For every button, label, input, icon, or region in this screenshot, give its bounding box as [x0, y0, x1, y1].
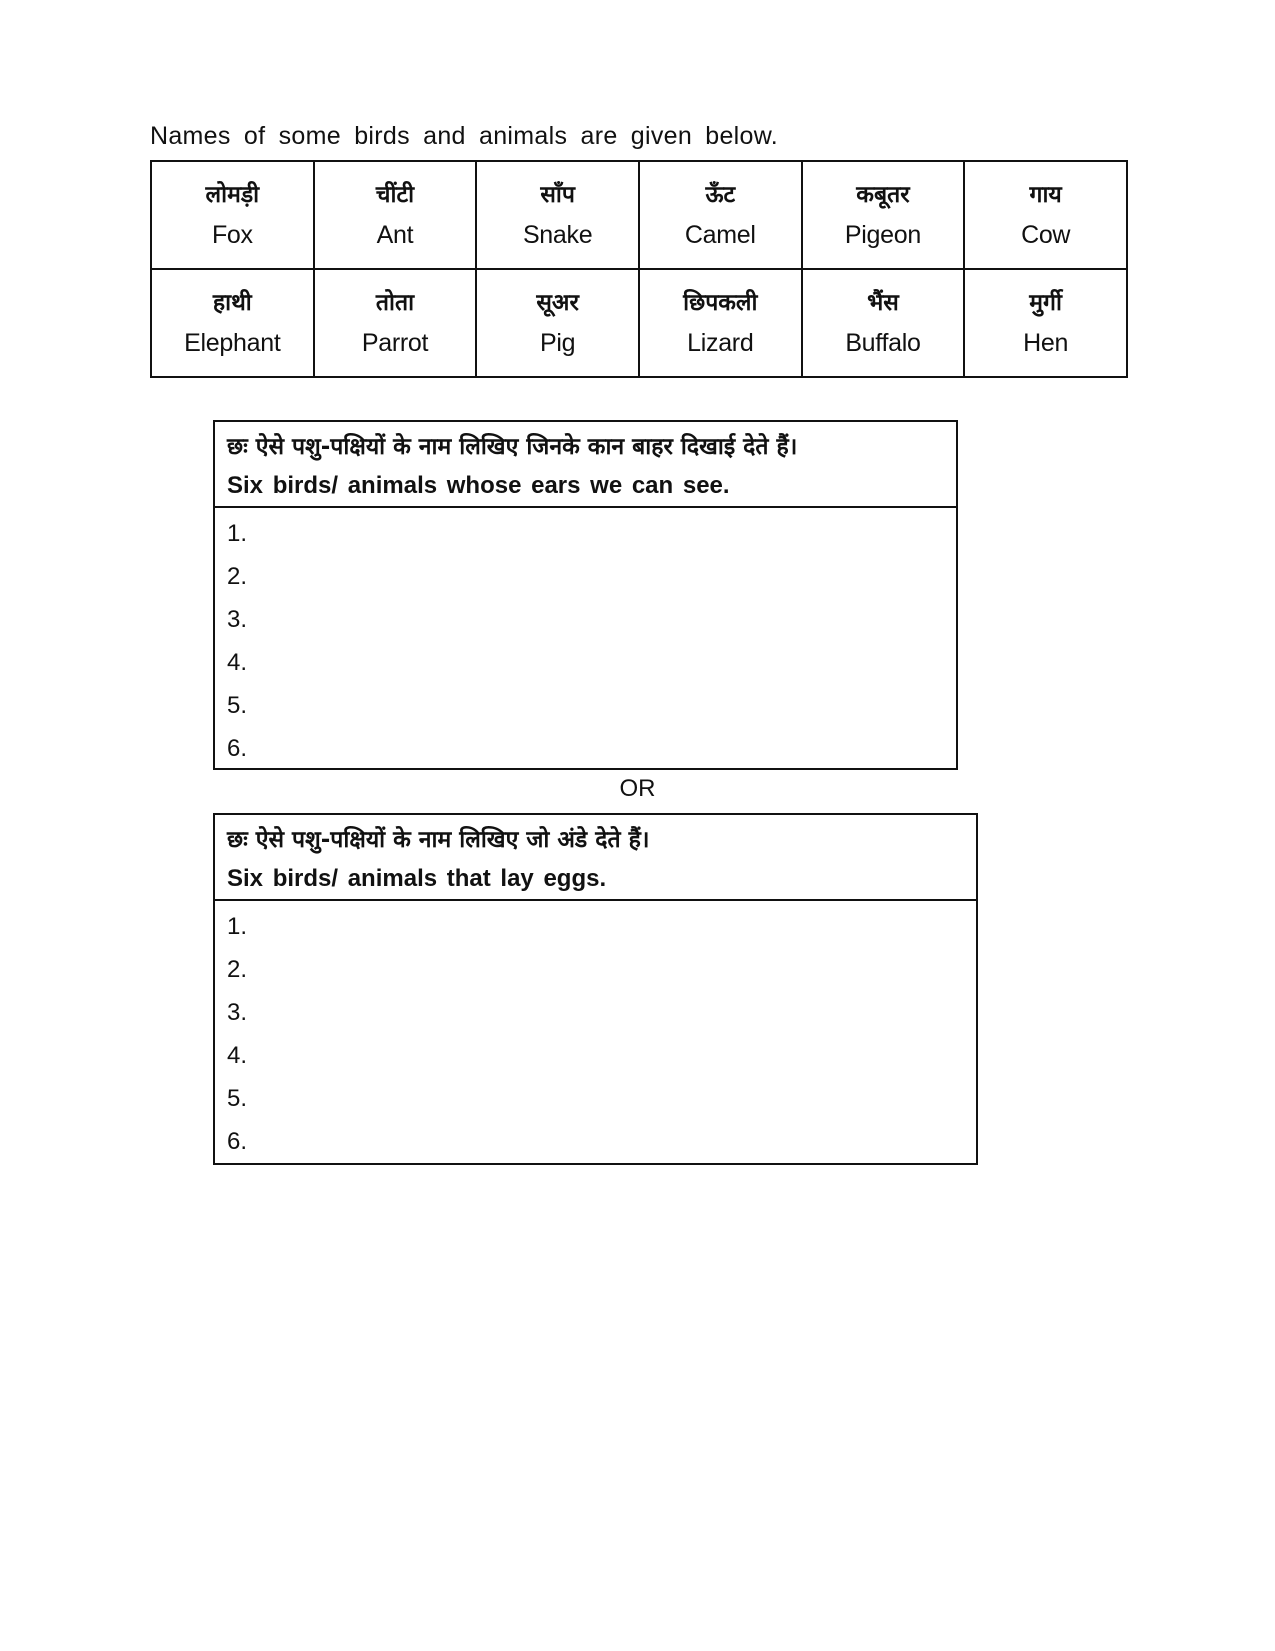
animal-cell	[802, 269, 965, 377]
animal-hindi-name: कबूतर	[856, 182, 910, 208]
animal-english-name: Pig	[540, 329, 576, 357]
answer-line[interactable]: 1.	[227, 913, 248, 940]
answer-line[interactable]: 4.	[227, 649, 248, 676]
or-separator: OR	[619, 775, 656, 802]
answer-list	[215, 508, 956, 770]
animal-english-name: Camel	[684, 221, 756, 249]
answer-line[interactable]: 3.	[227, 606, 248, 633]
question-box-ears	[213, 420, 958, 770]
animal-english-name: Fox	[211, 221, 253, 249]
animal-english-name: Elephant	[184, 329, 281, 357]
animal-cell	[802, 161, 965, 269]
animal-cell	[964, 269, 1127, 377]
answer-list	[215, 901, 976, 1163]
answer-line[interactable]: 1.	[227, 520, 248, 547]
animal-cell	[314, 161, 477, 269]
animal-hindi-name: साँप	[540, 182, 575, 208]
animal-hindi-name: ऊँट	[705, 182, 736, 208]
question-hindi-text: छः ऐसे पशु-पक्षियों के नाम लिखिए जिनके कान बाहर दिखाई देते हैं।	[227, 434, 798, 460]
answer-line[interactable]: 5.	[227, 1085, 248, 1112]
animal-hindi-name: हाथी	[212, 290, 252, 316]
answer-line[interactable]: 4.	[227, 1042, 248, 1069]
animal-english-name: Pigeon	[844, 221, 921, 249]
animal-cell	[314, 269, 477, 377]
question-english-text: Six birds/ animals that lay eggs.	[227, 865, 607, 892]
animal-english-name: Lizard	[687, 329, 754, 357]
animal-english-name: Snake	[522, 221, 593, 249]
question-header	[215, 422, 956, 508]
answer-line[interactable]: 6.	[227, 1128, 248, 1155]
answer-line[interactable]: 2.	[227, 563, 248, 590]
animal-cell	[151, 161, 314, 269]
question-hindi-text: छः ऐसे पशु-पक्षियों के नाम लिखिए जो अंडे देते हैं।	[227, 827, 650, 853]
animal-english-name: Hen	[1023, 329, 1069, 357]
question-english-text: Six birds/ animals whose ears we can see.	[227, 472, 730, 499]
animal-hindi-name: चींटी	[375, 182, 415, 208]
table-row	[151, 269, 1127, 377]
answer-line[interactable]: 2.	[227, 956, 248, 983]
animal-cell	[151, 269, 314, 377]
intro-text: Names of some birds and animals are given below.	[150, 122, 778, 150]
answer-line[interactable]: 5.	[227, 692, 248, 719]
animal-english-name: Ant	[376, 221, 414, 249]
animal-hindi-name: लोमड़ी	[205, 182, 260, 208]
animal-cell	[639, 161, 802, 269]
animal-hindi-name: छिपकली	[683, 290, 758, 316]
animal-hindi-name: गाय	[1029, 182, 1062, 208]
animal-hindi-name: मुर्गी	[1029, 290, 1062, 316]
animal-hindi-name: सूअर	[536, 290, 579, 316]
animal-english-name: Cow	[1021, 221, 1071, 249]
question-header	[215, 815, 976, 901]
table-row	[151, 161, 1127, 269]
animal-english-name: Parrot	[361, 329, 429, 357]
question-box-eggs	[213, 813, 978, 1165]
animal-names-table	[150, 160, 1128, 378]
answer-line[interactable]: 6.	[227, 735, 248, 762]
animal-cell	[476, 269, 639, 377]
animal-hindi-name: भैंस	[867, 290, 899, 316]
animal-hindi-name: तोता	[375, 290, 415, 316]
animal-english-name: Buffalo	[845, 329, 921, 357]
animal-cell	[476, 161, 639, 269]
animal-cell	[964, 161, 1127, 269]
animal-cell	[639, 269, 802, 377]
answer-line[interactable]: 3.	[227, 999, 248, 1026]
